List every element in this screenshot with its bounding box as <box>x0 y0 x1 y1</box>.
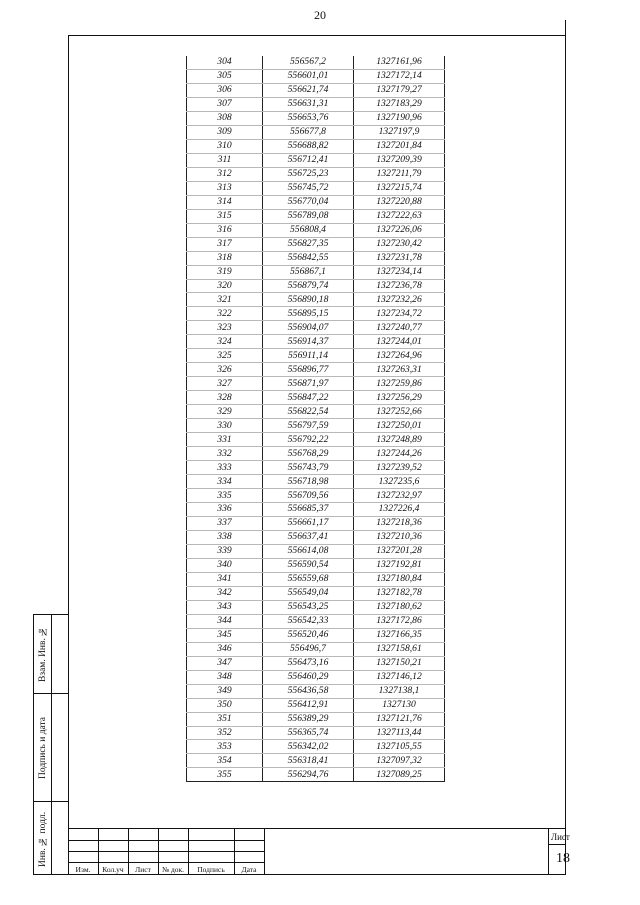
coord-y: 1327190,96 <box>354 111 445 125</box>
coord-y: 1327244,26 <box>354 447 445 461</box>
header-izm: Изм. <box>75 865 91 874</box>
point-number: 317 <box>187 237 263 251</box>
coord-x: 556637,41 <box>263 530 354 544</box>
coord-y: 1327236,78 <box>354 279 445 293</box>
coord-x: 556911,14 <box>263 349 354 363</box>
point-number: 342 <box>187 586 263 600</box>
point-number: 332 <box>187 447 263 461</box>
point-number: 352 <box>187 726 263 740</box>
coord-y: 1327231,78 <box>354 251 445 265</box>
point-number: 316 <box>187 223 263 237</box>
table-row <box>187 125 445 139</box>
table-row <box>187 349 445 363</box>
table-row <box>187 195 445 209</box>
coord-x: 556904,07 <box>263 321 354 335</box>
coord-y: 1327222,63 <box>354 209 445 223</box>
table-row <box>187 461 445 475</box>
coord-y: 1327211,79 <box>354 167 445 181</box>
table-row <box>187 768 445 782</box>
point-number: 348 <box>187 670 263 684</box>
point-number: 322 <box>187 307 263 321</box>
page-number: 20 <box>314 8 326 22</box>
coord-y: 1327239,52 <box>354 461 445 475</box>
coord-x: 556743,79 <box>263 461 354 475</box>
table-row <box>187 544 445 558</box>
point-number: 354 <box>187 754 263 768</box>
table-row <box>187 740 445 754</box>
point-number: 306 <box>187 83 263 97</box>
coord-y: 1327201,28 <box>354 544 445 558</box>
point-number: 343 <box>187 600 263 614</box>
point-number: 330 <box>187 419 263 433</box>
table-row <box>187 377 445 391</box>
coord-x: 556520,46 <box>263 628 354 642</box>
table-row <box>187 223 445 237</box>
coord-x: 556879,74 <box>263 279 354 293</box>
point-number: 311 <box>187 153 263 167</box>
coord-y: 1327240,77 <box>354 321 445 335</box>
coord-x: 556542,33 <box>263 614 354 628</box>
coord-y: 1327230,42 <box>354 237 445 251</box>
table-row <box>187 656 445 670</box>
table-row <box>187 307 445 321</box>
table-row <box>187 391 445 405</box>
coord-y: 1327256,29 <box>354 391 445 405</box>
table-row <box>187 97 445 111</box>
coord-x: 556709,56 <box>263 489 354 503</box>
coord-x: 556473,16 <box>263 656 354 670</box>
point-number: 312 <box>187 167 263 181</box>
coord-x: 556808,4 <box>263 223 354 237</box>
title-block <box>68 828 570 875</box>
point-number: 346 <box>187 642 263 656</box>
table-row <box>187 335 445 349</box>
coord-x: 556559,68 <box>263 572 354 586</box>
point-number: 309 <box>187 125 263 139</box>
table-row <box>187 69 445 83</box>
coord-y: 1327201,84 <box>354 139 445 153</box>
coord-x: 556543,25 <box>263 600 354 614</box>
table-row <box>187 363 445 377</box>
point-number: 341 <box>187 572 263 586</box>
coord-y: 1327263,31 <box>354 363 445 377</box>
coord-y: 1327192,81 <box>354 558 445 572</box>
coord-y: 1327146,12 <box>354 670 445 684</box>
sheet-number: 18 <box>556 851 570 866</box>
coord-x: 556365,74 <box>263 726 354 740</box>
point-number: 347 <box>187 656 263 670</box>
table-row <box>187 321 445 335</box>
point-number: 315 <box>187 209 263 223</box>
header-n-dok: № док. <box>161 865 185 874</box>
table-row <box>187 628 445 642</box>
point-number: 318 <box>187 251 263 265</box>
point-number: 329 <box>187 405 263 419</box>
table-row <box>187 726 445 740</box>
coord-y: 1327150,21 <box>354 656 445 670</box>
coord-x: 556712,41 <box>263 153 354 167</box>
coord-y: 1327182,78 <box>354 586 445 600</box>
point-number: 304 <box>187 56 263 69</box>
point-number: 327 <box>187 377 263 391</box>
coord-x: 556614,08 <box>263 544 354 558</box>
coord-x: 556867,1 <box>263 265 354 279</box>
point-number: 326 <box>187 363 263 377</box>
coord-y: 1327097,32 <box>354 754 445 768</box>
point-number: 350 <box>187 698 263 712</box>
point-number: 351 <box>187 712 263 726</box>
point-number: 325 <box>187 349 263 363</box>
point-number: 313 <box>187 181 263 195</box>
point-number: 335 <box>187 489 263 503</box>
coord-x: 556567,2 <box>263 56 354 69</box>
coord-y: 1327248,89 <box>354 433 445 447</box>
point-number: 336 <box>187 503 263 517</box>
coord-x: 556549,04 <box>263 586 354 600</box>
coord-y: 1327234,14 <box>354 265 445 279</box>
coord-x: 556318,41 <box>263 754 354 768</box>
table-row <box>187 419 445 433</box>
coord-x: 556685,37 <box>263 503 354 517</box>
table-row <box>187 558 445 572</box>
coord-y: 1327138,1 <box>354 684 445 698</box>
coord-x: 556460,29 <box>263 670 354 684</box>
coord-y: 1327232,97 <box>354 489 445 503</box>
coord-x: 556847,22 <box>263 391 354 405</box>
point-number: 334 <box>187 475 263 489</box>
table-row <box>187 698 445 712</box>
table-row <box>187 209 445 223</box>
coord-x: 556389,29 <box>263 712 354 726</box>
coord-y: 1327250,01 <box>354 419 445 433</box>
coord-x: 556770,04 <box>263 195 354 209</box>
point-number: 305 <box>187 69 263 83</box>
point-number: 339 <box>187 544 263 558</box>
stamp-podpis-data: Подпись и дата <box>38 716 48 779</box>
point-number: 353 <box>187 740 263 754</box>
coord-y: 1327264,96 <box>354 349 445 363</box>
table-row <box>187 167 445 181</box>
table-row <box>187 684 445 698</box>
coord-x: 556797,59 <box>263 419 354 433</box>
point-number: 338 <box>187 530 263 544</box>
coord-y: 1327234,72 <box>354 307 445 321</box>
point-number: 355 <box>187 768 263 782</box>
stamp-vzam-inv: Взам. Инв. № <box>38 625 48 683</box>
table-row <box>187 572 445 586</box>
table-row <box>187 181 445 195</box>
table-row <box>187 251 445 265</box>
coord-y: 1327235,6 <box>354 475 445 489</box>
sheet-label: Лист <box>551 832 570 842</box>
coord-x: 556896,77 <box>263 363 354 377</box>
coord-y: 1327244,01 <box>354 335 445 349</box>
coord-y: 1327209,39 <box>354 153 445 167</box>
point-number: 344 <box>187 614 263 628</box>
coord-y: 1327130 <box>354 698 445 712</box>
coord-x: 556342,02 <box>263 740 354 754</box>
coord-x: 556688,82 <box>263 139 354 153</box>
table-row <box>187 712 445 726</box>
coord-y: 1327121,76 <box>354 712 445 726</box>
coord-x: 556725,23 <box>263 167 354 181</box>
table-row <box>187 405 445 419</box>
coord-x: 556718,98 <box>263 475 354 489</box>
coord-x: 556631,31 <box>263 97 354 111</box>
header-data: Дата <box>241 865 257 874</box>
coord-y: 1327220,88 <box>354 195 445 209</box>
point-number: 324 <box>187 335 263 349</box>
table-row <box>187 139 445 153</box>
table-row <box>187 293 445 307</box>
stamp-inv-podl: Инв. № подл. <box>38 811 48 867</box>
point-number: 340 <box>187 558 263 572</box>
coord-x: 556677,8 <box>263 125 354 139</box>
point-number: 345 <box>187 628 263 642</box>
table-row <box>187 279 445 293</box>
coord-x: 556601,01 <box>263 69 354 83</box>
coord-x: 556412,91 <box>263 698 354 712</box>
table-row <box>187 503 445 517</box>
point-number: 319 <box>187 265 263 279</box>
side-stamp <box>33 614 68 875</box>
point-number: 337 <box>187 516 263 530</box>
table-row <box>187 754 445 768</box>
coord-x: 556822,54 <box>263 405 354 419</box>
coordinates-table <box>186 56 445 782</box>
table-row <box>187 111 445 125</box>
table-row <box>187 56 445 69</box>
coord-x: 556890,18 <box>263 293 354 307</box>
table-row <box>187 614 445 628</box>
coord-y: 1327226,06 <box>354 223 445 237</box>
coord-y: 1327105,55 <box>354 740 445 754</box>
point-number: 308 <box>187 111 263 125</box>
coord-y: 1327179,27 <box>354 83 445 97</box>
coordinates-table-body <box>187 56 445 782</box>
table-row <box>187 237 445 251</box>
coord-y: 1327252,66 <box>354 405 445 419</box>
coord-x: 556294,76 <box>263 768 354 782</box>
point-number: 314 <box>187 195 263 209</box>
coord-x: 556496,7 <box>263 642 354 656</box>
coord-y: 1327226,4 <box>354 503 445 517</box>
table-row <box>187 265 445 279</box>
coord-y: 1327180,62 <box>354 600 445 614</box>
coord-y: 1327158,61 <box>354 642 445 656</box>
coord-x: 556792,22 <box>263 433 354 447</box>
header-kol-uch: Кол.уч <box>102 865 124 874</box>
point-number: 328 <box>187 391 263 405</box>
coord-y: 1327215,74 <box>354 181 445 195</box>
table-row <box>187 83 445 97</box>
point-number: 331 <box>187 433 263 447</box>
table-row <box>187 516 445 530</box>
point-number: 321 <box>187 293 263 307</box>
table-row <box>187 153 445 167</box>
coord-x: 556621,74 <box>263 83 354 97</box>
coord-x: 556590,54 <box>263 558 354 572</box>
coord-x: 556661,17 <box>263 516 354 530</box>
point-number: 333 <box>187 461 263 475</box>
coord-y: 1327161,96 <box>354 56 445 69</box>
coord-y: 1327172,14 <box>354 69 445 83</box>
header-list: Лист <box>135 865 151 874</box>
coord-y: 1327183,29 <box>354 97 445 111</box>
table-row <box>187 600 445 614</box>
coord-y: 1327172,86 <box>354 614 445 628</box>
coord-y: 1327259,86 <box>354 377 445 391</box>
frame-tick <box>565 20 566 36</box>
table-row <box>187 475 445 489</box>
coord-x: 556436,58 <box>263 684 354 698</box>
coord-x: 556768,29 <box>263 447 354 461</box>
coord-y: 1327210,36 <box>354 530 445 544</box>
coord-y: 1327232,26 <box>354 293 445 307</box>
header-podpis: Подпись <box>197 865 225 874</box>
coord-y: 1327089,25 <box>354 768 445 782</box>
table-row <box>187 447 445 461</box>
coord-x: 556895,15 <box>263 307 354 321</box>
coord-x: 556789,08 <box>263 209 354 223</box>
coord-y: 1327180,84 <box>354 572 445 586</box>
table-row <box>187 433 445 447</box>
table-row <box>187 586 445 600</box>
table-row <box>187 642 445 656</box>
point-number: 323 <box>187 321 263 335</box>
coord-x: 556871,97 <box>263 377 354 391</box>
table-row <box>187 489 445 503</box>
coord-x: 556842,55 <box>263 251 354 265</box>
table-row <box>187 670 445 684</box>
coord-y: 1327166,35 <box>354 628 445 642</box>
coord-y: 1327113,44 <box>354 726 445 740</box>
coord-x: 556653,76 <box>263 111 354 125</box>
coord-y: 1327218,36 <box>354 516 445 530</box>
coord-x: 556827,35 <box>263 237 354 251</box>
coord-x: 556914,37 <box>263 335 354 349</box>
coord-x: 556745,72 <box>263 181 354 195</box>
point-number: 349 <box>187 684 263 698</box>
point-number: 307 <box>187 97 263 111</box>
table-row <box>187 530 445 544</box>
coord-y: 1327197,9 <box>354 125 445 139</box>
point-number: 320 <box>187 279 263 293</box>
point-number: 310 <box>187 139 263 153</box>
